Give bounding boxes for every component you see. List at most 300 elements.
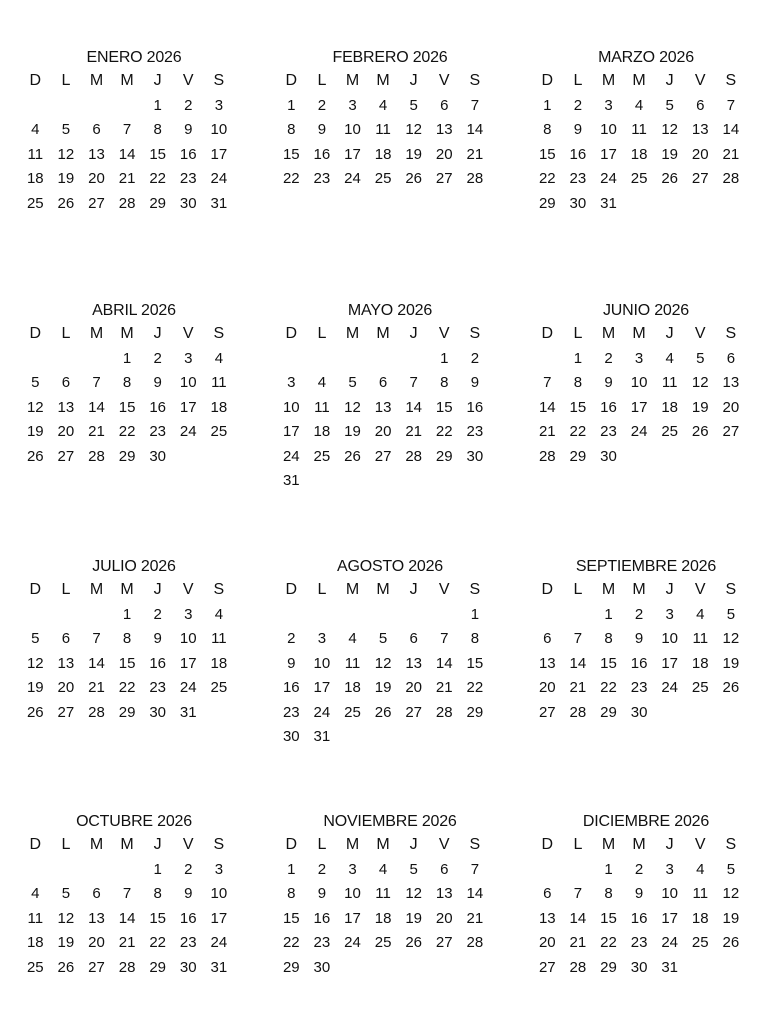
day-cell: 1 <box>153 96 162 114</box>
week-row <box>276 142 492 167</box>
month-title: AGOSTO 2026 <box>336 558 443 575</box>
day-cell: 7 <box>573 630 583 648</box>
day-cell: 23 <box>282 703 300 721</box>
weekday-label: D <box>541 581 554 598</box>
day-cell: 31 <box>179 703 197 721</box>
day-cell: 3 <box>184 605 193 623</box>
week-row <box>276 93 492 118</box>
day-cell: 17 <box>282 423 300 441</box>
day-cell: 12 <box>405 121 423 139</box>
day-cell: 1 <box>604 860 613 878</box>
day-cell: 11 <box>211 630 227 648</box>
day-cell: 6 <box>92 121 101 139</box>
weekday-label: V <box>182 325 194 342</box>
day-cell: 25 <box>210 423 228 441</box>
day-cell: 4 <box>348 630 357 648</box>
day-cell: 5 <box>665 96 674 114</box>
weekday-label: D <box>285 836 298 853</box>
day-cell: 6 <box>696 96 705 114</box>
day-cell: 12 <box>344 398 361 416</box>
day-cell: 14 <box>722 121 740 139</box>
day-cell: 14 <box>88 654 105 672</box>
day-cell: 25 <box>630 170 648 188</box>
day-cell: 9 <box>153 374 162 392</box>
day-cell: 8 <box>122 374 132 392</box>
day-cell: 26 <box>405 170 423 188</box>
day-cell: 28 <box>88 447 105 465</box>
weekday-label: M <box>376 325 390 342</box>
day-cell: 16 <box>179 909 197 927</box>
week-row <box>276 857 492 882</box>
day-cell: 2 <box>470 349 480 367</box>
day-cell: 16 <box>149 398 167 416</box>
week-row <box>20 955 236 980</box>
day-cell: 24 <box>661 934 679 952</box>
day-cell: 7 <box>92 630 101 648</box>
week-row <box>532 700 748 725</box>
day-cell: 1 <box>440 349 449 367</box>
day-cell: 3 <box>665 860 674 878</box>
day-cell: 21 <box>466 145 484 163</box>
weekday-label: M <box>120 836 134 853</box>
day-cell: 29 <box>118 703 136 721</box>
weekday-header <box>20 322 236 346</box>
day-cell: 20 <box>722 398 740 416</box>
weekday-label: D <box>541 325 554 342</box>
week-row <box>20 371 236 396</box>
day-cell: 15 <box>600 909 617 927</box>
day-cell: 20 <box>374 423 392 441</box>
day-cell: 12 <box>374 654 392 672</box>
day-cell: 16 <box>630 909 648 927</box>
day-cell: 10 <box>313 654 331 672</box>
day-cell: 29 <box>569 447 587 465</box>
day-cell: 8 <box>287 885 296 903</box>
day-cell: 23 <box>630 934 648 952</box>
day-cell: 5 <box>31 630 40 648</box>
day-cell: 30 <box>466 447 484 465</box>
day-cell: 3 <box>214 96 224 114</box>
week-row <box>532 882 748 907</box>
weekday-label: M <box>345 72 360 89</box>
day-cell: 13 <box>57 654 75 672</box>
day-cell: 6 <box>61 630 71 648</box>
week-row <box>532 676 748 701</box>
weekday-label: J <box>153 325 162 342</box>
day-cell: 2 <box>634 605 644 623</box>
day-cell: 26 <box>344 447 361 465</box>
weekday-label: D <box>29 581 42 598</box>
weekday-header <box>20 833 236 857</box>
day-cell: 3 <box>665 605 674 623</box>
week-row <box>20 882 236 907</box>
day-cell: 4 <box>665 349 674 367</box>
weekday-label: M <box>89 836 104 853</box>
day-cell: 28 <box>88 703 105 721</box>
day-cell: 20 <box>88 934 105 952</box>
day-cell: 25 <box>661 423 679 441</box>
day-cell: 8 <box>604 630 613 648</box>
day-cell: 9 <box>634 630 644 648</box>
week-row <box>20 931 236 956</box>
day-cell: 25 <box>344 703 361 721</box>
weekday-label: J <box>665 72 674 89</box>
day-cell: 19 <box>722 909 740 927</box>
month-block <box>532 556 748 725</box>
weekday-label: S <box>469 581 481 598</box>
day-cell: 17 <box>344 145 361 163</box>
day-cell: 17 <box>210 145 228 163</box>
day-cell: 12 <box>26 654 44 672</box>
day-cell: 10 <box>344 885 361 903</box>
day-cell: 13 <box>57 398 75 416</box>
day-cell: 21 <box>435 679 453 697</box>
day-cell: 13 <box>538 909 556 927</box>
week-row <box>276 906 492 931</box>
month-block <box>20 811 236 980</box>
weekday-label: V <box>694 836 706 853</box>
day-cell: 18 <box>344 679 361 697</box>
day-cell: 16 <box>313 909 331 927</box>
day-cell: 26 <box>26 447 44 465</box>
month-title: OCTUBRE 2026 <box>76 813 192 830</box>
weekday-label: L <box>61 836 71 853</box>
day-cell: 7 <box>726 96 736 114</box>
day-cell: 5 <box>726 605 736 623</box>
day-cell: 20 <box>435 909 453 927</box>
week-row <box>532 444 748 469</box>
day-cell: 3 <box>287 374 296 392</box>
day-cell: 19 <box>661 145 679 163</box>
day-cell: 18 <box>26 934 44 952</box>
day-cell: 30 <box>313 958 331 976</box>
day-cell: 4 <box>31 121 40 139</box>
week-row <box>532 167 748 192</box>
day-cell: 22 <box>282 934 300 952</box>
day-cell: 4 <box>214 605 224 623</box>
day-cell: 2 <box>634 860 644 878</box>
day-cell: 26 <box>57 958 75 976</box>
weekday-label: D <box>285 72 298 89</box>
day-cell: 21 <box>88 423 105 441</box>
day-cell: 8 <box>604 885 613 903</box>
day-cell: 17 <box>179 398 197 416</box>
day-cell: 10 <box>179 374 197 392</box>
day-cell: 16 <box>600 398 617 416</box>
day-cell: 21 <box>88 679 105 697</box>
day-cell: 14 <box>118 145 136 163</box>
day-cell: 28 <box>538 447 556 465</box>
week-row <box>20 627 236 652</box>
day-cell: 16 <box>569 145 587 163</box>
day-cell: 16 <box>466 398 484 416</box>
day-cell: 7 <box>440 630 449 648</box>
day-cell: 24 <box>179 679 197 697</box>
weekday-label: D <box>541 836 554 853</box>
day-cell: 15 <box>118 654 136 672</box>
weekday-label: L <box>317 72 327 89</box>
day-cell: 22 <box>466 679 484 697</box>
day-cell: 15 <box>435 398 453 416</box>
day-cell: 26 <box>691 423 709 441</box>
day-cell: 11 <box>314 398 330 416</box>
day-cell: 20 <box>691 145 709 163</box>
day-cell: 22 <box>569 423 587 441</box>
day-cell: 1 <box>153 860 162 878</box>
day-cell: 15 <box>538 145 556 163</box>
day-cell: 15 <box>282 145 300 163</box>
weekday-label: J <box>665 325 674 342</box>
day-cell: 25 <box>691 679 709 697</box>
day-cell: 15 <box>466 654 484 672</box>
day-cell: 22 <box>118 423 136 441</box>
day-cell: 9 <box>470 374 480 392</box>
day-cell: 18 <box>374 145 392 163</box>
weekday-label: M <box>89 581 104 598</box>
day-cell: 7 <box>409 374 418 392</box>
day-cell: 2 <box>317 96 327 114</box>
day-cell: 1 <box>543 96 552 114</box>
weekday-header <box>276 833 492 857</box>
month-block <box>532 811 748 980</box>
day-cell: 6 <box>378 374 388 392</box>
day-cell: 19 <box>374 679 392 697</box>
week-row <box>20 602 236 627</box>
day-cell: 25 <box>374 170 392 188</box>
day-cell: 20 <box>57 423 75 441</box>
week-row <box>276 627 492 652</box>
week-row <box>20 395 236 420</box>
day-cell: 10 <box>630 374 648 392</box>
day-cell: 3 <box>317 630 327 648</box>
day-cell: 21 <box>405 423 423 441</box>
day-cell: 1 <box>122 349 132 367</box>
month-block <box>532 47 748 216</box>
day-cell: 20 <box>538 679 556 697</box>
weekday-label: M <box>632 325 646 342</box>
week-row <box>276 395 492 420</box>
day-cell: 4 <box>214 349 224 367</box>
day-cell: 18 <box>661 398 679 416</box>
day-cell: 11 <box>692 885 709 903</box>
week-row <box>276 118 492 143</box>
day-cell: 2 <box>573 96 583 114</box>
day-cell: 4 <box>696 860 705 878</box>
weekday-label: S <box>469 836 481 853</box>
weekday-header <box>532 578 748 602</box>
day-cell: 21 <box>118 934 136 952</box>
day-cell: 30 <box>179 958 197 976</box>
day-cell: 14 <box>118 909 136 927</box>
day-cell: 5 <box>348 374 357 392</box>
day-cell: 20 <box>435 145 453 163</box>
weekday-label: J <box>153 836 162 853</box>
day-cell: 10 <box>661 630 679 648</box>
day-cell: 19 <box>26 679 44 697</box>
day-cell: 7 <box>470 860 480 878</box>
day-cell: 12 <box>691 374 709 392</box>
day-cell: 30 <box>149 447 167 465</box>
week-row <box>276 420 492 445</box>
day-cell: 24 <box>344 934 361 952</box>
day-cell: 5 <box>61 121 71 139</box>
day-cell: 8 <box>122 630 132 648</box>
day-cell: 6 <box>92 885 101 903</box>
day-cell: 17 <box>630 398 648 416</box>
day-cell: 25 <box>374 934 392 952</box>
day-cell: 18 <box>210 398 228 416</box>
day-cell: 15 <box>118 398 136 416</box>
day-cell: 29 <box>538 194 556 212</box>
week-row <box>276 676 492 701</box>
weekday-label: S <box>213 325 225 342</box>
week-row <box>20 191 236 216</box>
weekday-label: J <box>409 325 418 342</box>
weekday-label: S <box>725 836 737 853</box>
weekday-label: J <box>153 581 162 598</box>
day-cell: 29 <box>149 958 167 976</box>
week-row <box>20 651 236 676</box>
day-cell: 6 <box>440 96 449 114</box>
week-row <box>532 906 748 931</box>
day-cell: 9 <box>153 630 162 648</box>
day-cell: 4 <box>696 605 705 623</box>
weekday-label: L <box>317 836 327 853</box>
day-cell: 31 <box>661 958 679 976</box>
day-cell: 1 <box>604 605 613 623</box>
weekday-label: S <box>213 72 225 89</box>
day-cell: 5 <box>31 374 40 392</box>
day-cell: 8 <box>153 885 162 903</box>
week-row <box>532 371 748 396</box>
day-cell: 9 <box>573 121 583 139</box>
month-title: FEBRERO 2026 <box>332 49 448 66</box>
day-cell: 9 <box>184 121 193 139</box>
day-cell: 22 <box>149 934 167 952</box>
day-cell: 22 <box>435 423 453 441</box>
week-row <box>20 857 236 882</box>
weekday-label: V <box>694 325 706 342</box>
day-cell: 24 <box>600 170 617 188</box>
day-cell: 12 <box>722 630 740 648</box>
week-row <box>532 627 748 652</box>
day-cell: 26 <box>26 703 44 721</box>
week-row <box>532 857 748 882</box>
weekday-label: M <box>376 581 390 598</box>
weekday-label: J <box>409 836 418 853</box>
day-cell: 23 <box>569 170 587 188</box>
day-cell: 25 <box>26 194 44 212</box>
day-cell: 28 <box>569 958 587 976</box>
day-cell: 18 <box>374 909 392 927</box>
day-cell: 20 <box>405 679 423 697</box>
weekday-header <box>20 69 236 93</box>
day-cell: 24 <box>210 170 228 188</box>
day-cell: 13 <box>374 398 392 416</box>
day-cell: 22 <box>118 679 136 697</box>
day-cell: 2 <box>153 349 162 367</box>
day-cell: 8 <box>440 374 449 392</box>
day-cell: 7 <box>573 885 583 903</box>
day-cell: 15 <box>149 909 167 927</box>
weekday-label: M <box>632 836 646 853</box>
week-row <box>20 118 236 143</box>
day-cell: 14 <box>466 121 484 139</box>
day-cell: 29 <box>600 958 617 976</box>
day-cell: 6 <box>543 885 552 903</box>
month-title: ENERO 2026 <box>86 49 182 66</box>
day-cell: 10 <box>600 121 617 139</box>
weekday-label: D <box>285 581 298 598</box>
day-cell: 8 <box>573 374 583 392</box>
day-cell: 27 <box>435 934 453 952</box>
week-row <box>276 469 492 494</box>
month-block <box>532 300 748 469</box>
day-cell: 14 <box>538 398 556 416</box>
day-cell: 21 <box>466 909 484 927</box>
weekday-header <box>532 69 748 93</box>
day-cell: 10 <box>282 398 300 416</box>
day-cell: 18 <box>691 654 709 672</box>
week-row <box>276 931 492 956</box>
day-cell: 6 <box>440 860 449 878</box>
day-cell: 28 <box>435 703 453 721</box>
weekday-label: M <box>601 72 616 89</box>
weekday-label: M <box>345 325 360 342</box>
day-cell: 27 <box>722 423 740 441</box>
week-row <box>532 420 748 445</box>
week-row <box>276 955 492 980</box>
day-cell: 29 <box>435 447 453 465</box>
month-title: DICIEMBRE 2026 <box>582 813 710 830</box>
day-cell: 7 <box>122 121 132 139</box>
weekday-label: L <box>317 325 327 342</box>
day-cell: 28 <box>118 194 136 212</box>
weekday-label: M <box>601 836 616 853</box>
weekday-label: J <box>409 581 418 598</box>
day-cell: 21 <box>569 934 587 952</box>
weekday-label: L <box>61 581 71 598</box>
month-block <box>276 556 492 749</box>
week-row <box>20 444 236 469</box>
day-cell: 14 <box>88 398 105 416</box>
day-cell: 20 <box>88 170 105 188</box>
day-cell: 18 <box>691 909 709 927</box>
weekday-header <box>532 833 748 857</box>
weekday-label: D <box>29 325 42 342</box>
weekday-label: J <box>153 72 162 89</box>
day-cell: 13 <box>405 654 423 672</box>
day-cell: 26 <box>405 934 423 952</box>
day-cell: 3 <box>348 96 357 114</box>
weekday-label: S <box>725 72 737 89</box>
day-cell: 16 <box>313 145 331 163</box>
week-row <box>532 118 748 143</box>
day-cell: 30 <box>569 194 587 212</box>
week-row <box>276 602 492 627</box>
weekday-label: D <box>541 72 554 89</box>
day-cell: 30 <box>149 703 167 721</box>
day-cell: 23 <box>313 934 331 952</box>
week-row <box>532 142 748 167</box>
day-cell: 1 <box>573 349 583 367</box>
day-cell: 29 <box>149 194 167 212</box>
day-cell: 25 <box>313 447 331 465</box>
day-cell: 21 <box>538 423 556 441</box>
day-cell: 10 <box>210 885 228 903</box>
day-cell: 17 <box>661 654 679 672</box>
day-cell: 24 <box>313 703 331 721</box>
